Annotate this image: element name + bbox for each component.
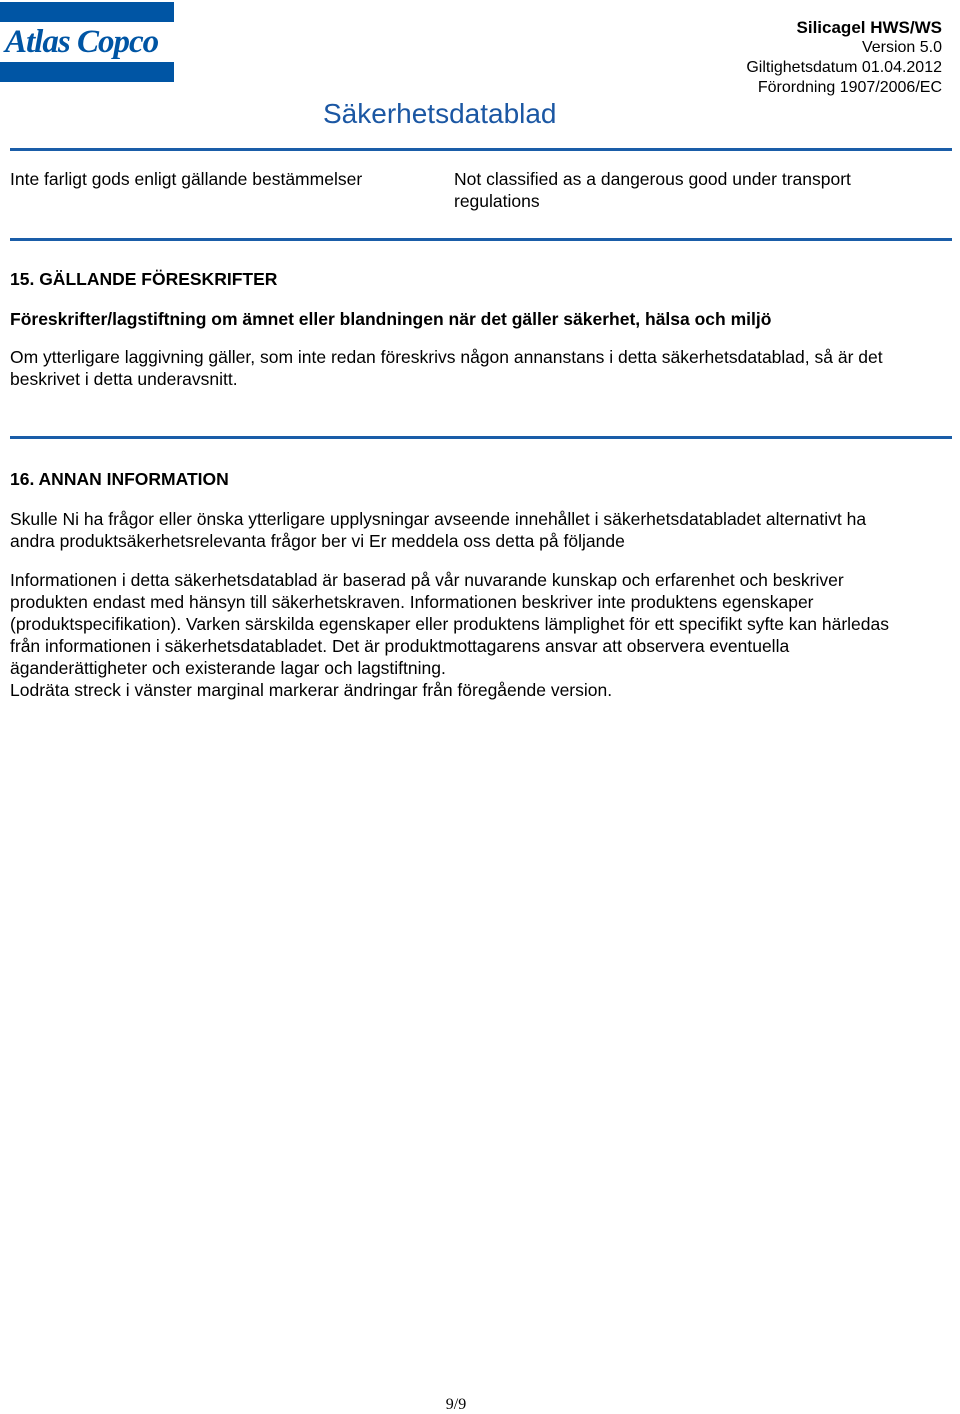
section-16-paragraph-contact: Skulle Ni ha frågor eller önska ytterligare upplysningar avseende innehållet i säkerhetsdatabladet alternativt ha andra produktsäkerhetsrelevanta frågor ber vi Er meddela oss detta på följande: [10, 509, 867, 551]
page-number: 9/9: [445, 1396, 467, 1413]
logo-bottom-bar: [0, 62, 174, 82]
section-15-subheading: Föreskrifter/lagstiftning om ämnet eller blandningen när det gäller säkerhet, hälsa och miljö: [10, 309, 772, 329]
validity-date: Giltighetsdatum 01.04.2012: [746, 59, 942, 76]
product-info: [746, 18, 942, 98]
document-title: Säkerhetsdatablad: [323, 98, 557, 129]
transport-text-en: Not classified as a dangerous good under transport regulations: [454, 169, 851, 211]
regulation-text: Förordning 1907/2006/EC: [757, 79, 942, 96]
header-divider: [10, 148, 952, 151]
section-15-paragraph: Om ytterligare laggivning gäller, som inte redan föreskrivs någon annanstans i detta säkerhetsdatablad, så är det beskrivet i detta underavsnitt.: [10, 347, 883, 389]
section-divider-15-16: [10, 436, 952, 439]
section-divider-14-15: [10, 238, 952, 241]
section-16-paragraph-changes: Lodräta streck i vänster marginal markerar ändringar från föregående version.: [10, 680, 613, 700]
product-name: Silicagel HWS/WS: [796, 18, 942, 37]
transport-text-sv: Inte farligt gods enligt gällande bestämmelser: [10, 169, 363, 189]
logo-text: Atlas Copco: [5, 24, 159, 60]
section-16-heading: 16. ANNAN INFORMATION: [10, 469, 229, 489]
section-15-heading: 15. GÄLLANDE FÖRESKRIFTER: [10, 269, 278, 289]
section-16: [10, 468, 910, 701]
section-15: [10, 268, 910, 390]
logo-top-bar: [0, 2, 174, 22]
version-text: Version 5.0: [861, 39, 942, 56]
atlas-copco-logo: [0, 0, 176, 82]
section-16-paragraph-disclaimer: Informationen i detta säkerhetsdatablad är baserad på vår nuvarande kunskap och erfarenhet och beskriver produkten endast med hänsyn till säkerhetskraven. Informationen beskriver inte produktens egenskaper (produktspecifikation). Varken särskilda egenskaper eller produktens lämplighet för ett specifikt syfte kan härledas från informationen i säkerhetsdatabladet. Det är produktmottagarens ansvar att observera eventuella äganderättigheter och existerande lagar och lagstiftning.: [10, 570, 890, 678]
